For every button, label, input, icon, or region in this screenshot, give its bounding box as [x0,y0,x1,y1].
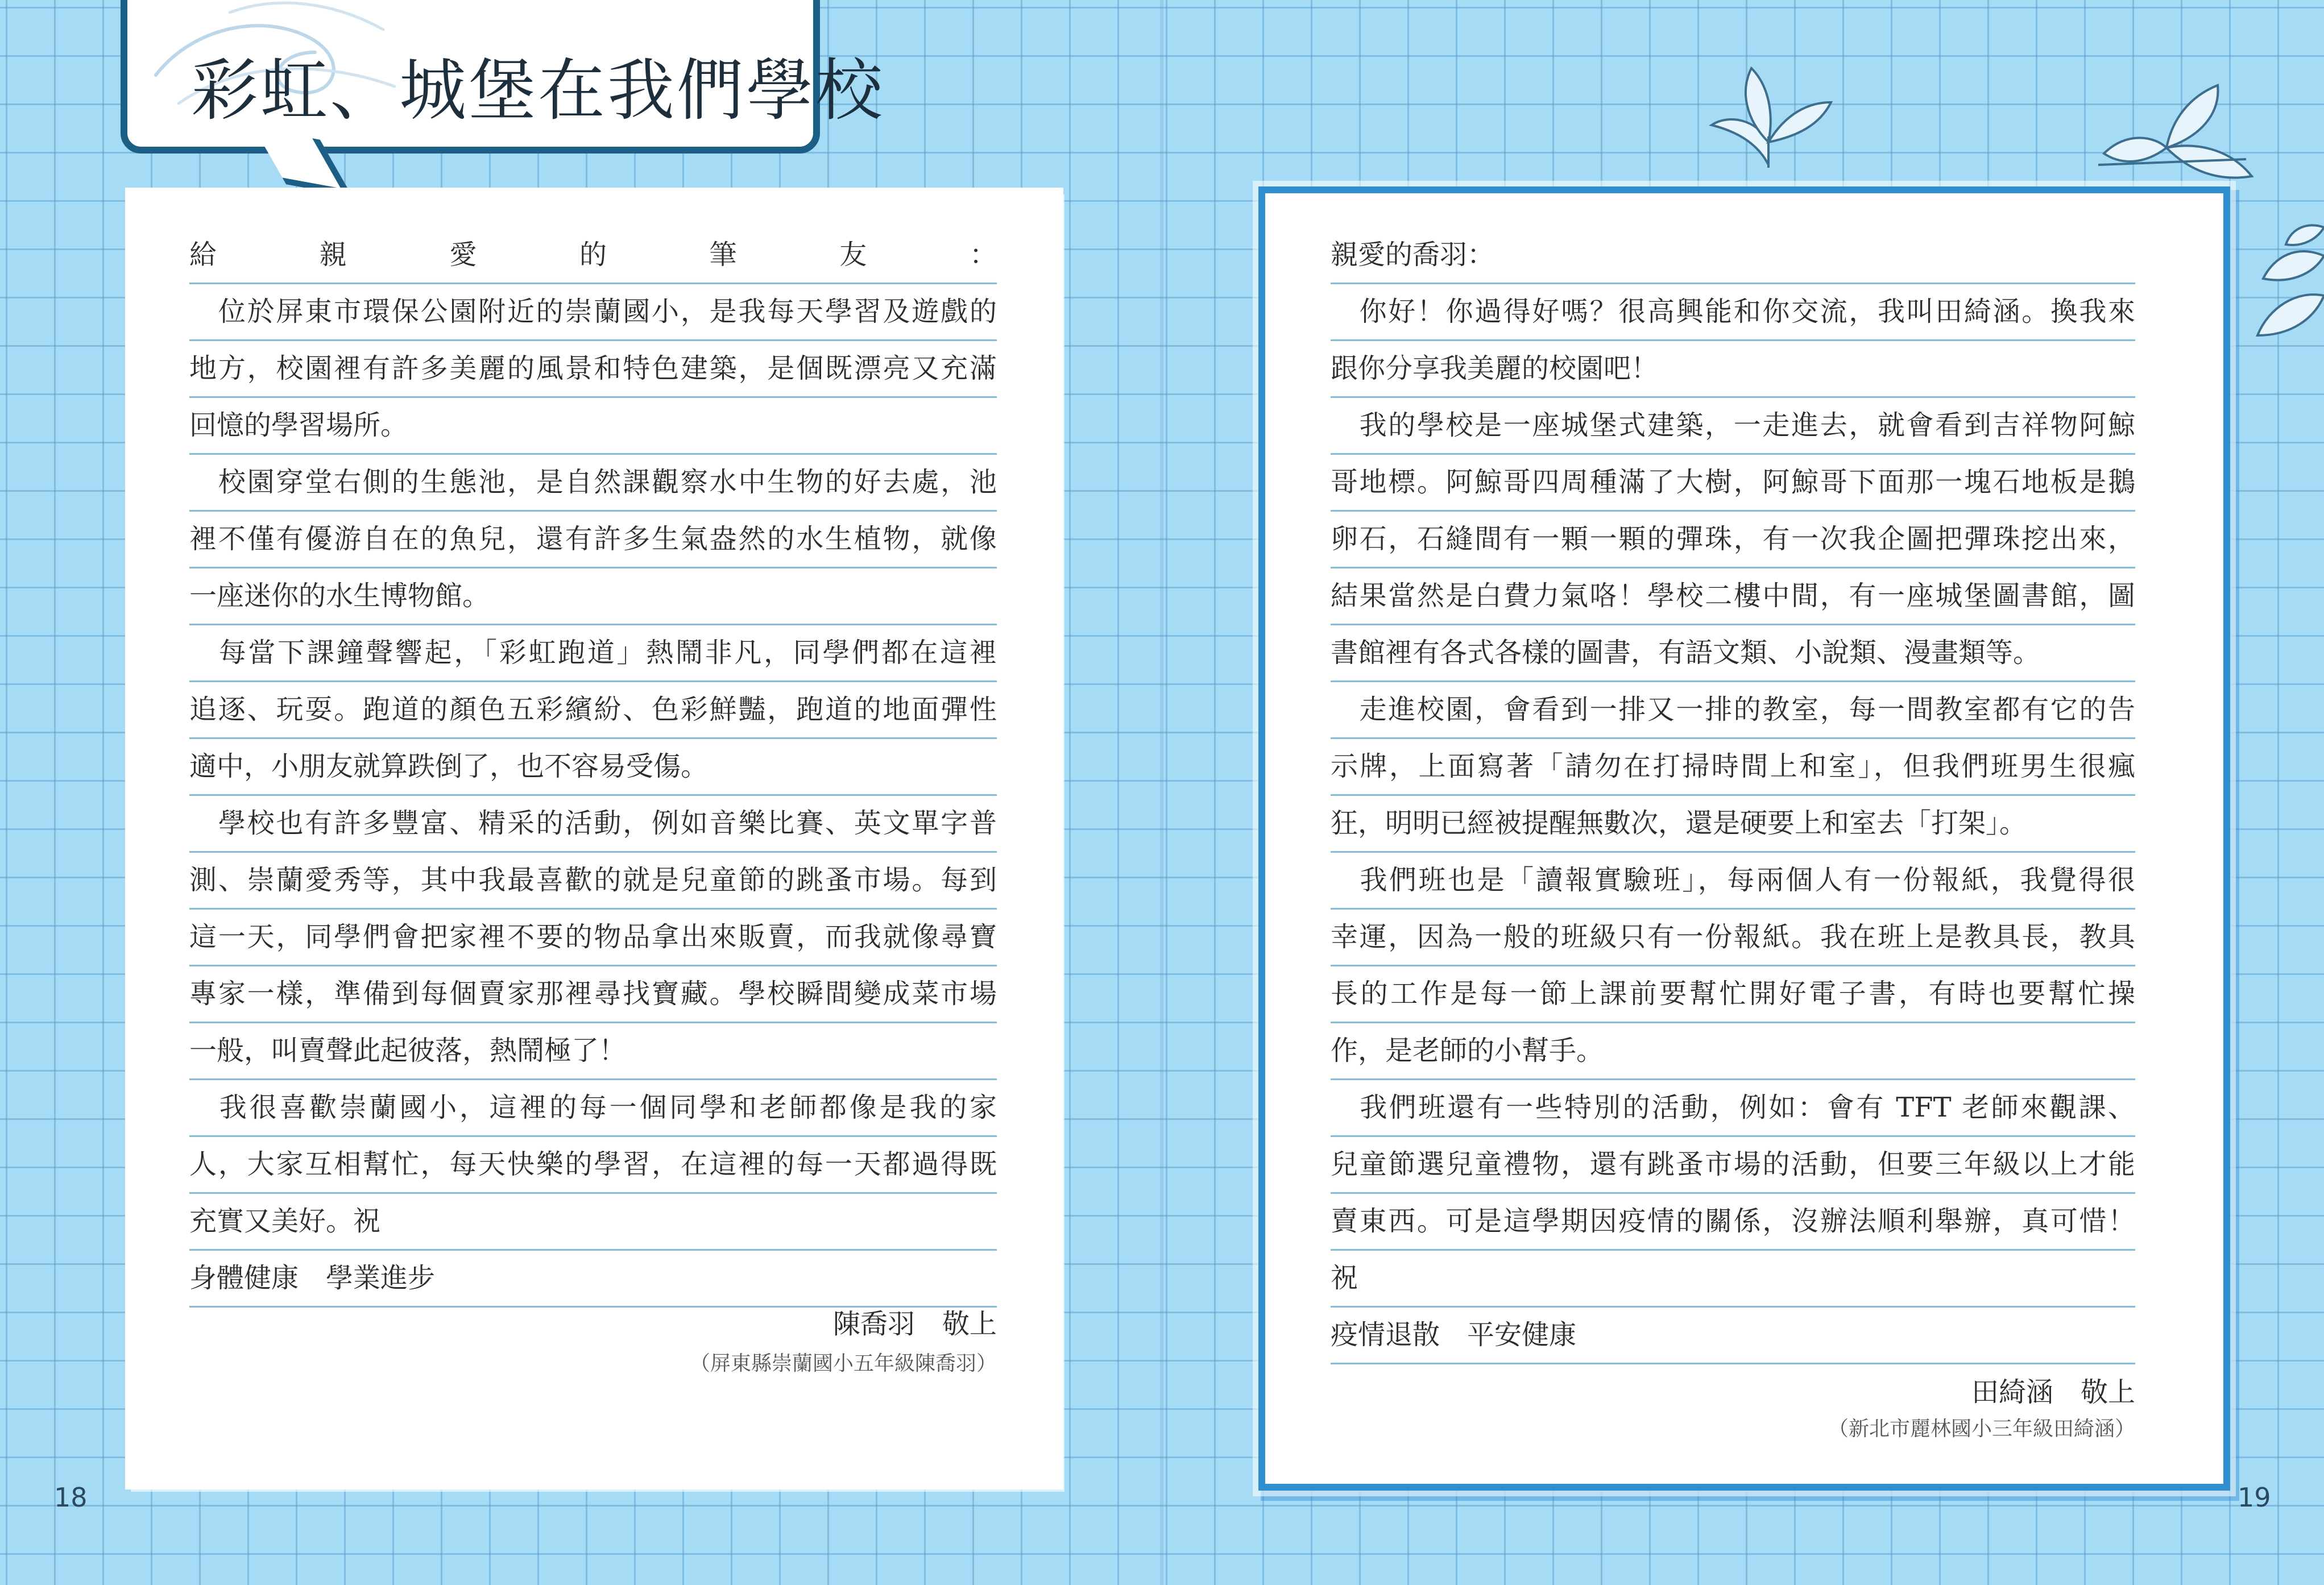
letter-line: 你好！你過得好嗎？很高興能和你交流，我叫田綺涵。換我來 [1331,284,2135,341]
letter-line: 長的工作是每一節上課前要幫忙開好電子書，有時也要幫忙操 [1331,966,2135,1023]
letter-line: 地方，校園裡有許多美麗的風景和特色建築，是個既漂亮又充滿 [189,341,997,398]
letter-line: 我很喜歡崇蘭國小，這裡的每一個同學和老師都像是我的家 [189,1080,997,1137]
letter-line: 位於屏東市環保公園附近的崇蘭國小，是我每天學習及遊戲的 [189,284,997,341]
letter-line: 狂，明明已經被提醒無數次，還是硬要上和室去「打架」。 [1331,796,2135,853]
letter-line: 結果當然是白費力氣咯！學校二樓中間，有一座城堡圖書館，圖 [1331,569,2135,625]
right-letter-card [1265,193,2223,1484]
letter-line: 書館裡有各式各樣的圖書，有語文類、小說類、漫畫類等。 [1331,625,2135,682]
letter-line: 專家一樣，準備到每個賣家那裡尋找寶藏。學校瞬間變成菜市場 [189,966,997,1023]
letter-line: 人，大家互相幫忙，每天快樂的學習，在這裡的每一天都過得既 [189,1137,997,1194]
leaf-icon [1700,57,1837,171]
letter-line: 哥地標。阿鯨哥四周種滿了大樹，阿鯨哥下面那一塊石地板是鵝 [1331,455,2135,512]
letter-line: 校園穿堂右側的生態池，是自然課觀察水中生物的好去處，池 [189,455,997,512]
leaf-icon [2093,68,2257,193]
letter-line: 我們班也是「讀報實驗班」，每兩個人有一份報紙，我覺得很 [1331,853,2135,910]
letter-line: 測、崇蘭愛秀等，其中我最喜歡的就是兒童節的跳蚤市場。每到 [189,853,997,910]
letter-line: 裡不僅有優游自在的魚兒，還有許多生氣盎然的水生植物，就像 [189,512,997,569]
letter-line: 兒童節選兒童禮物，還有跳蚤市場的活動，但要三年級以上才能 [1331,1137,2135,1194]
letter-line: 示牌，上面寫著「請勿在打掃時間上和室」，但我們班男生很瘋 [1331,739,2135,796]
letter-line: 這一天，同學們會把家裡不要的物品拿出來販賣，而我就像尋寶 [189,910,997,966]
letter-line: 給親愛的筆友： [189,227,997,284]
letter-closing: 身體健康 學業進步 [189,1251,997,1308]
letter-line: 賣東西。可是這學期因疫情的關係，沒辦法順利舉辦，真可惜！ [1331,1194,2135,1251]
letter-line: 一般，叫賣聲此起彼落，熱鬧極了！ [189,1023,997,1080]
left-letter-body [189,227,997,1375]
letter-signature: 田綺涵 敬上 [1971,1376,2135,1408]
page-number-right: 19 [2238,1482,2271,1513]
letter-line: 走進校園，會看到一排又一排的教室，每一間教室都有它的告 [1331,682,2135,739]
letter-line: 卵石，石縫間有一顆一顆的彈珠，有一次我企圖把彈珠挖出來， [1331,512,2135,569]
letter-line: 一座迷你的水生博物館。 [189,569,997,625]
left-letter-card [131,193,1058,1484]
spread-gutter [1160,0,1163,1585]
letter-line: 適中，小朋友就算跌倒了，也不容易受傷。 [189,739,997,796]
leaf-icon [2235,222,2324,370]
letter-line: 追逐、玩耍。跑道的顏色五彩繽紛、色彩鮮豔，跑道的地面彈性 [189,682,997,739]
letter-line: 我們班還有一些特別的活動，例如：會有 TFT 老師來觀課、 [1331,1080,2135,1137]
letter-line: 親愛的喬羽： [1331,227,2135,284]
letter-signature: 陳喬羽 敬上 [832,1308,997,1340]
letter-closing: 疫情退散 平安健康 [1331,1308,2135,1364]
letter-line: 每當下課鐘聲響起，「彩虹跑道」熱鬧非凡，同學們都在這裡 [189,625,997,682]
page-number-left: 18 [54,1482,88,1513]
letter-line: 我的學校是一座城堡式建築，一走進去，就會看到吉祥物阿鯨 [1331,398,2135,455]
title-bubble [121,0,885,153]
letter-line: 回憶的學習場所。 [189,398,997,455]
letter-line: 幸運，因為一般的班級只有一份報紙。我在班上是教具長，教具 [1331,910,2135,966]
school-note: （新北市麗林國小三年級田綺涵） [1828,1417,2135,1441]
letter-line: 祝 [1331,1251,2135,1308]
page-title: 彩虹、城堡在我們學校 [191,51,885,130]
letter-line: 充實又美好。祝 [189,1194,997,1251]
letter-line: 作，是老師的小幫手。 [1331,1023,2135,1080]
right-letter-body [1331,227,2135,1441]
letter-line: 學校也有許多豐富、精采的活動，例如音樂比賽、英文單字普 [189,796,997,853]
letter-line: 跟你分享我美麗的校園吧！ [1331,341,2135,398]
school-note: （屏東縣崇蘭國小五年級陳喬羽） [689,1352,997,1375]
